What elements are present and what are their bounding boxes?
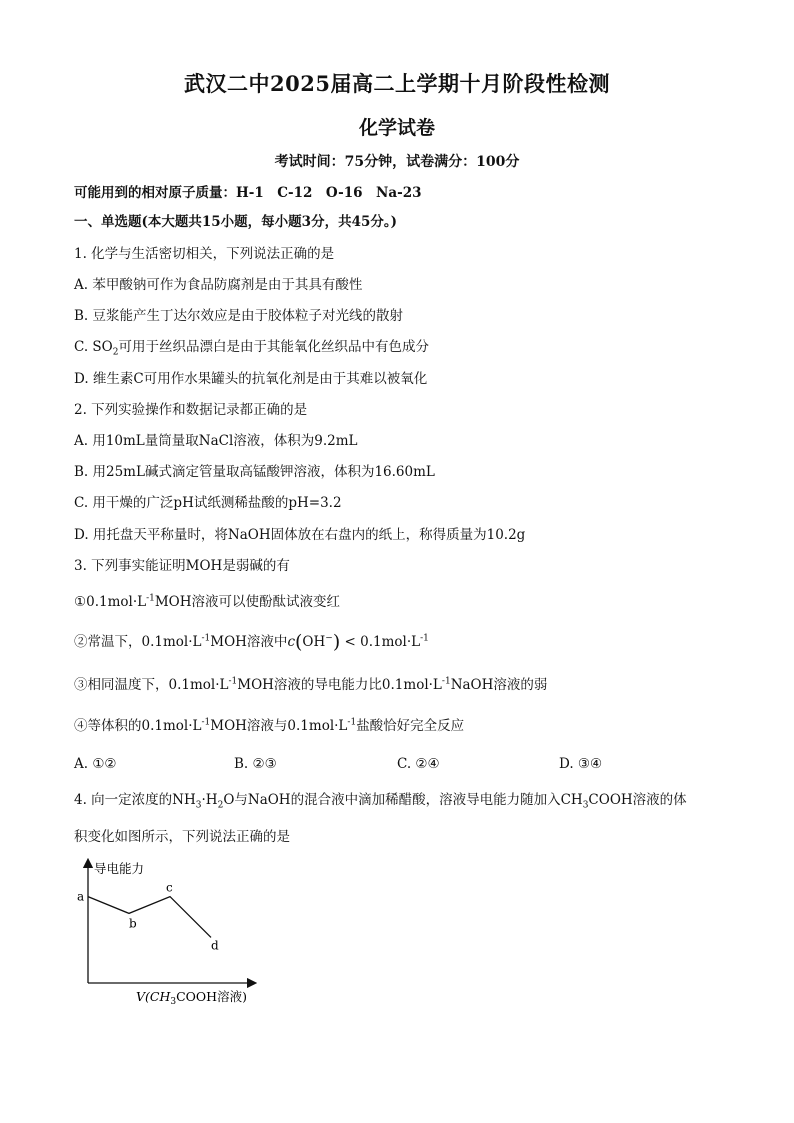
q3-s2-ohsup: − — [325, 633, 333, 644]
q3-stem: 3. 下列事实能证明MOH是弱碱的有 — [74, 558, 290, 574]
q3-s3-b: MOH溶液的导电能力比0.1mol·L — [237, 677, 442, 693]
x-axis-label-post: COOH溶液) — [176, 989, 247, 1004]
q4-l1-b: ·H — [201, 792, 218, 808]
q3-s1-a: ①0.1mol·L — [74, 594, 147, 610]
q3-s3-a: ③相同温度下，0.1mol·L — [74, 677, 229, 693]
q2-option-c: C. 用干燥的广泛pH试纸测稀盐酸的pH=3.2 — [74, 495, 342, 511]
q3-s4-sup1: -1 — [201, 717, 211, 728]
q4-l1-c: O与NaOH的混合液中滴加稀醋酸，溶液导电能力随加入CH — [223, 792, 583, 808]
q3-s4-b: MOH溶液与0.1mol·L — [210, 718, 348, 734]
q4-l1-d: COOH溶液的体 — [588, 792, 687, 808]
q1-option-b: B. 豆浆能产生丁达尔效应是由于胶体粒子对光线的散射 — [74, 308, 404, 324]
q3-option-a: A. ①② — [74, 756, 117, 772]
q4-stem-line-1 — [74, 791, 687, 809]
q3-s1-sup: -1 — [146, 593, 155, 604]
point-label-c: c — [166, 880, 173, 895]
point-label-a: a — [77, 889, 85, 904]
q1-c-sub: 2 — [112, 347, 119, 358]
q3-statement-4 — [74, 717, 464, 735]
point-labels — [77, 881, 219, 953]
point-label-d: d — [211, 938, 219, 953]
right-paren-glyph: ) — [332, 631, 341, 653]
section-title: 一、单选题(本大题共15小题，每小题3分，共45分。) — [74, 214, 397, 230]
y-axis-label: 导电能力 — [94, 861, 145, 876]
q3-s2-d: < 0.1mol·L — [344, 634, 421, 650]
atomic-mass-line: 可能用到的相对原子质量：H-1 C-12 O-16 Na-23 — [74, 185, 422, 201]
series-line — [88, 897, 211, 938]
q3-s2-sup: -1 — [201, 633, 211, 644]
q3-s3-c: NaOH溶液的弱 — [450, 677, 548, 693]
q3-s2-oh: OH — [302, 634, 326, 650]
q2-option-a: A. 用10mL量筒量取NaCl溶液，体积为9.2mL — [74, 433, 358, 449]
q3-option-c: C. ②④ — [397, 756, 440, 772]
q3-statement-1 — [74, 593, 340, 611]
q2-stem: 2. 下列实验操作和数据记录都正确的是 — [74, 402, 308, 418]
q3-s2-a: ②常温下，0.1mol·L — [74, 634, 202, 650]
q3-s1-b: MOH溶液可以使酚酞试液变红 — [154, 594, 341, 610]
q3-s4-a: ④等体积的0.1mol·L — [74, 718, 202, 734]
exam-info: 考试时间：75分钟，试卷满分：100分 — [274, 154, 520, 170]
q1-c-pre: C. SO — [74, 339, 113, 355]
q3-s3-sup2: -1 — [441, 676, 451, 687]
q2-option-b: B. 用25mL碱式滴定管量取高锰酸钾溶液，体积为16.60mL — [74, 464, 435, 480]
x-axis-label-pre: V(CH — [136, 989, 171, 1004]
exam-title: 武汉二中2025届高二上学期十月阶段性检测 — [184, 71, 610, 96]
q3-s4-c: 盐酸恰好完全反应 — [356, 718, 465, 734]
q1-option-d: D. 维生素C可用作水果罐头的抗氧化剂是由于其难以被氧化 — [74, 371, 428, 387]
q3-option-b: B. ②③ — [234, 756, 277, 772]
x-axis-label — [136, 989, 247, 1007]
exam-subtitle: 化学试卷 — [358, 117, 435, 139]
q4-l1-sub3b: 3 — [582, 800, 589, 811]
x-axis-label-sub: 3 — [170, 997, 177, 1007]
q1-option-a: A. 苯甲酸钠可作为食品防腐剂是由于其具有酸性 — [74, 277, 363, 293]
q3-s2-c: c — [287, 634, 295, 650]
q3-statement-2 — [74, 633, 429, 651]
q2-option-d: D. 用托盘天平称量时，将NaOH固体放在右盘内的纸上，称得质量为10.2g — [74, 527, 526, 543]
q4-l1-sub3: 3 — [195, 800, 202, 811]
q4-stem-line-2: 积变化如图所示，下列说法正确的是 — [74, 829, 290, 845]
q1-option-c — [74, 338, 429, 356]
q3-s3-sup1: -1 — [228, 676, 238, 687]
q3-statement-3 — [74, 676, 547, 694]
q3-option-d: D. ③④ — [559, 756, 603, 772]
left-paren-glyph: ( — [295, 631, 303, 653]
q1-c-post: 可用于丝织品漂白是由于其能氧化丝织品中有色成分 — [118, 339, 429, 355]
q1-stem: 1. 化学与生活密切相关，下列说法正确的是 — [74, 246, 335, 262]
conductivity-chart — [70, 855, 270, 1015]
q4-l1-sub2: 2 — [217, 800, 224, 811]
q3-s2-dsup: -1 — [420, 633, 429, 644]
q4-l1-a: 4. 向一定浓度的NH — [74, 792, 196, 808]
q3-s2-b: MOH溶液中 — [210, 634, 288, 650]
q3-s4-sup2: -1 — [347, 717, 357, 728]
point-label-b: b — [129, 916, 137, 931]
